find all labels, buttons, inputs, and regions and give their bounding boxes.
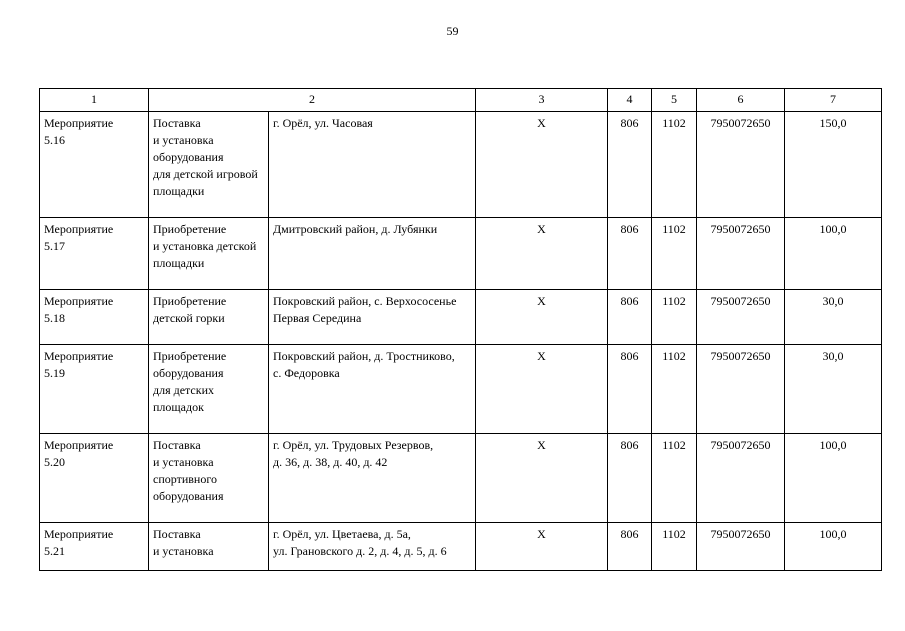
budget-table xyxy=(39,88,882,571)
table-row xyxy=(40,434,882,523)
code5-cell: 1102 xyxy=(652,112,697,218)
code5-cell: 1102 xyxy=(652,345,697,434)
mark-cell: Х xyxy=(476,290,608,345)
code6-cell: 7950072650 xyxy=(697,345,785,434)
name-cell: Поставка и установка спортивного оборудования xyxy=(149,434,269,523)
code6-cell: 7950072650 xyxy=(697,523,785,571)
event-cell: Мероприятие 5.18 xyxy=(40,290,149,345)
mark-cell: Х xyxy=(476,112,608,218)
name-cell: Поставка и установка xyxy=(149,523,269,571)
table-row xyxy=(40,523,882,571)
amount-cell: 30,0 xyxy=(785,290,882,345)
code5-cell: 1102 xyxy=(652,290,697,345)
address-cell: г. Орёл, ул. Трудовых Резервов, д. 36, д. 38, д. 40, д. 42 xyxy=(269,434,476,523)
header-col-3: 3 xyxy=(476,89,608,112)
header-col-7: 7 xyxy=(785,89,882,112)
header-col-5: 5 xyxy=(652,89,697,112)
amount-cell: 100,0 xyxy=(785,434,882,523)
table-row xyxy=(40,112,882,218)
code5-cell: 1102 xyxy=(652,523,697,571)
header-row xyxy=(40,89,882,112)
event-cell: Мероприятие 5.17 xyxy=(40,218,149,290)
code4-cell: 806 xyxy=(608,218,652,290)
name-cell: Поставка и установка оборудования для детской игровой площадки xyxy=(149,112,269,218)
address-cell: г. Орёл, ул. Часовая xyxy=(269,112,476,218)
event-cell: Мероприятие 5.16 xyxy=(40,112,149,218)
mark-cell: Х xyxy=(476,523,608,571)
name-cell: Приобретение оборудования для детских площадок xyxy=(149,345,269,434)
address-cell: Покровский район, с. Верхососенье Первая Середина xyxy=(269,290,476,345)
code5-cell: 1102 xyxy=(652,434,697,523)
name-cell: Приобретение и установка детской площадки xyxy=(149,218,269,290)
mark-cell: Х xyxy=(476,434,608,523)
amount-cell: 100,0 xyxy=(785,218,882,290)
header-col-4: 4 xyxy=(608,89,652,112)
header-col-6: 6 xyxy=(697,89,785,112)
code4-cell: 806 xyxy=(608,434,652,523)
code4-cell: 806 xyxy=(608,290,652,345)
event-cell: Мероприятие 5.21 xyxy=(40,523,149,571)
code4-cell: 806 xyxy=(608,112,652,218)
table-row xyxy=(40,290,882,345)
page-number: 59 xyxy=(446,24,459,38)
amount-cell: 100,0 xyxy=(785,523,882,571)
event-cell: Мероприятие 5.20 xyxy=(40,434,149,523)
address-cell: Дмитровский район, д. Лубянки xyxy=(269,218,476,290)
table-row xyxy=(40,345,882,434)
code5-cell: 1102 xyxy=(652,218,697,290)
address-cell: г. Орёл, ул. Цветаева, д. 5а, ул. Грановского д. 2, д. 4, д. 5, д. 6 xyxy=(269,523,476,571)
mark-cell: Х xyxy=(476,345,608,434)
table-row xyxy=(40,218,882,290)
mark-cell: Х xyxy=(476,218,608,290)
code4-cell: 806 xyxy=(608,523,652,571)
code6-cell: 7950072650 xyxy=(697,218,785,290)
amount-cell: 30,0 xyxy=(785,345,882,434)
address-cell: Покровский район, д. Тростниково, с. Федоровка xyxy=(269,345,476,434)
header-col-2: 2 xyxy=(149,89,476,112)
name-cell: Приобретение детской горки xyxy=(149,290,269,345)
code6-cell: 7950072650 xyxy=(697,290,785,345)
code4-cell: 806 xyxy=(608,345,652,434)
header-col-1: 1 xyxy=(40,89,149,112)
code6-cell: 7950072650 xyxy=(697,434,785,523)
amount-cell: 150,0 xyxy=(785,112,882,218)
code6-cell: 7950072650 xyxy=(697,112,785,218)
event-cell: Мероприятие 5.19 xyxy=(40,345,149,434)
